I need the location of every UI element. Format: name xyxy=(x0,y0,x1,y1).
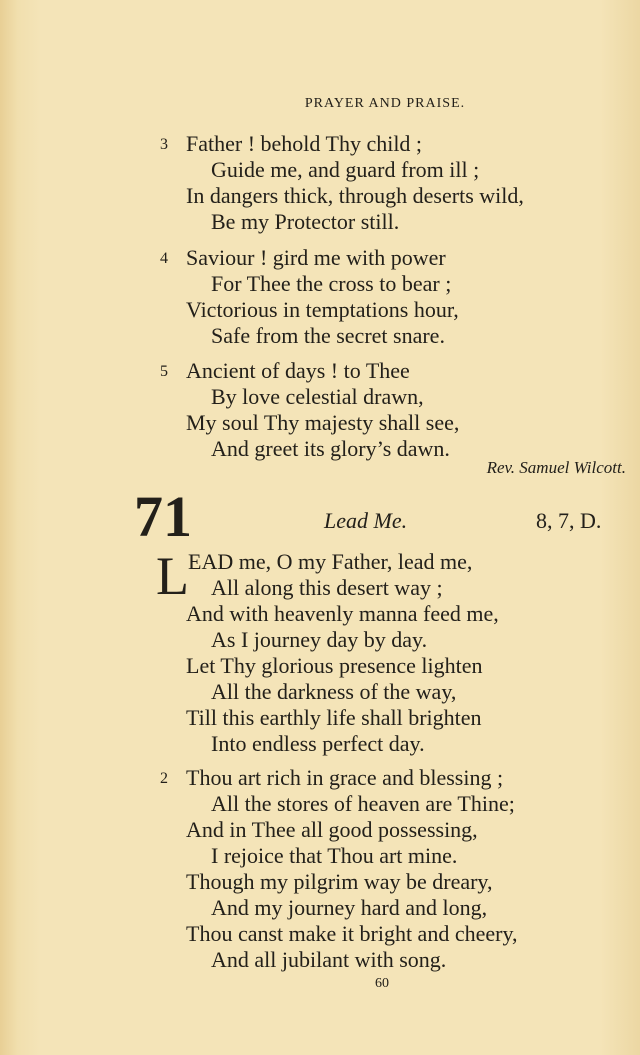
verse-line: Safe from the secret snare. xyxy=(211,323,445,348)
verse-line: And in Thee all good possessing, xyxy=(186,817,478,842)
verse-line: Thou art rich in grace and blessing ; xyxy=(186,765,504,790)
verse-line: Though my pilgrim way be dreary, xyxy=(186,869,493,894)
verse-line: Thou canst make it bright and cheery, xyxy=(186,921,518,946)
verse-line: Guide me, and guard from ill ; xyxy=(211,157,480,182)
verse-line: For Thee the cross to bear ; xyxy=(211,271,452,296)
hymn-meter: 8, 7, D. xyxy=(536,508,602,533)
stanza-number: 4 xyxy=(160,250,168,267)
verse-line: Till this earthly life shall brighten xyxy=(186,705,482,730)
verse-line: And with heavenly manna feed me, xyxy=(186,601,499,626)
verse-line: By love celestial drawn, xyxy=(211,384,424,409)
verse-line: All the stores of heaven are Thine; xyxy=(211,791,515,816)
verse-line: In dangers thick, through deserts wild, xyxy=(186,183,524,208)
verse-line: Saviour ! gird me with power xyxy=(186,245,446,270)
verse-line: Let Thy glorious presence lighten xyxy=(186,653,483,678)
verse-line: As I journey day by day. xyxy=(211,627,428,652)
verse-line: EAD me, O my Father, lead me, xyxy=(188,549,473,574)
verse-line: And my journey hard and long, xyxy=(211,895,488,920)
verse-line: All the darkness of the way, xyxy=(211,679,457,704)
verse-line: All along this desert way ; xyxy=(211,575,443,600)
page-number: 60 xyxy=(375,976,389,991)
verse-line: And greet its glory’s dawn. xyxy=(211,436,450,461)
verse-line: My soul Thy majesty shall see, xyxy=(186,410,460,435)
verse-line: Father ! behold Thy child ; xyxy=(186,131,423,156)
stanza-number: 3 xyxy=(160,136,168,153)
hymn-title: Lead Me. xyxy=(324,508,408,533)
drop-cap: L xyxy=(156,546,189,606)
verse-line: And all jubilant with song. xyxy=(211,947,447,972)
running-head: PRAYER AND PRAISE. xyxy=(304,96,466,111)
verse-line: Into endless perfect day. xyxy=(211,731,425,756)
verse-line: Ancient of days ! to Thee xyxy=(186,358,410,383)
verse-line: I rejoice that Thou art mine. xyxy=(211,843,458,868)
author-attribution: Rev. Samuel Wilcott. xyxy=(486,458,626,477)
verse-line: Victorious in temptations hour, xyxy=(186,297,459,322)
stanza-number: 5 xyxy=(160,363,168,380)
hymn-number: 71 xyxy=(134,484,192,549)
verse-line: Be my Protector still. xyxy=(211,209,400,234)
stanza-number: 2 xyxy=(160,770,168,787)
